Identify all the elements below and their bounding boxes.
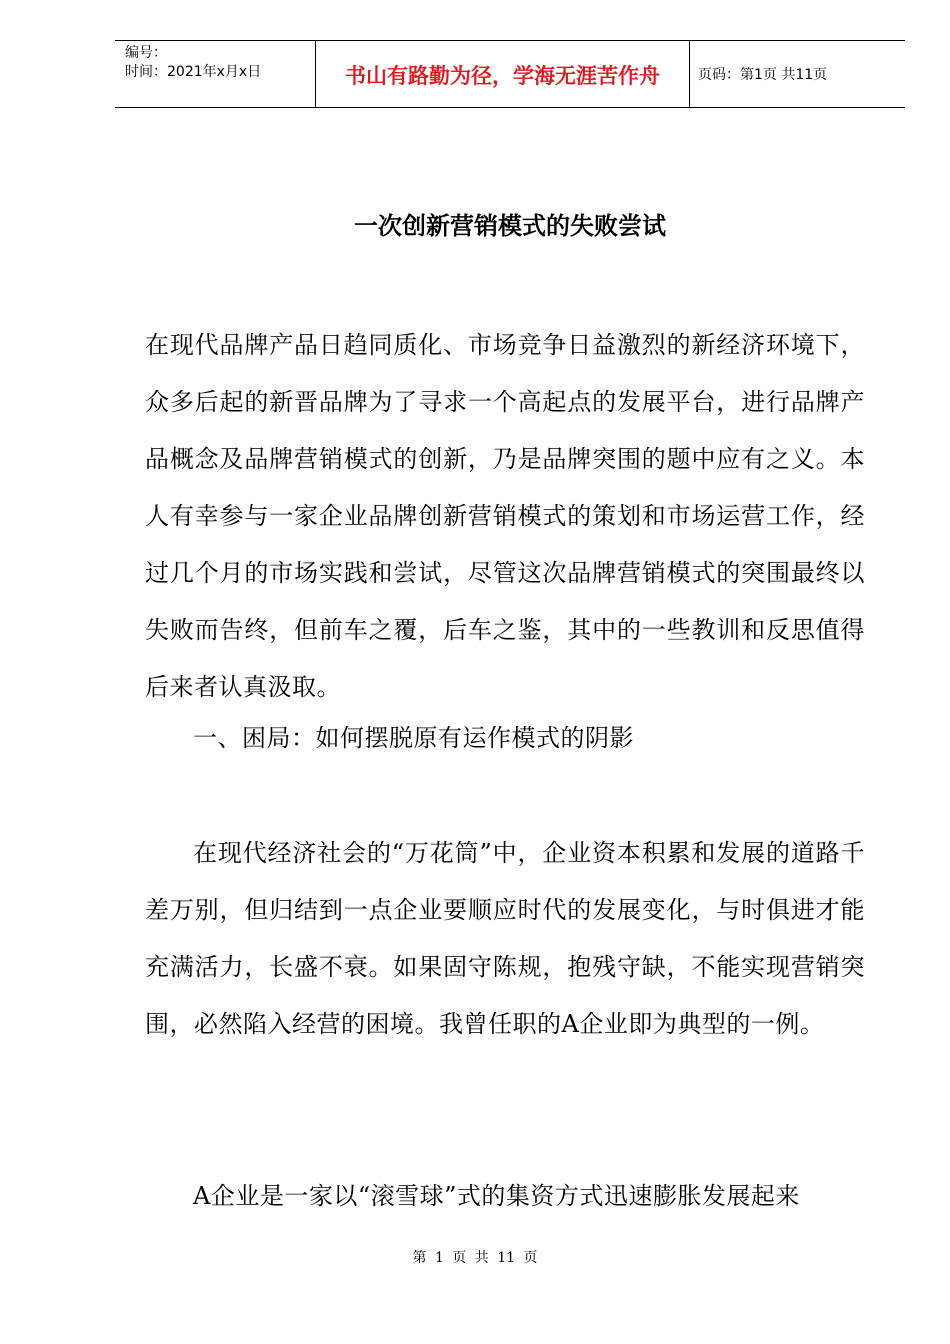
header-motto-cell: [316, 41, 690, 107]
header-meta-cell: [115, 41, 316, 107]
serial-number-label: 编号：: [125, 45, 167, 61]
time-label: 时间：2021年x月x日: [125, 64, 262, 80]
page-header: [115, 40, 905, 108]
header-page-info: 页码：第1页 共11页: [698, 67, 828, 83]
paragraph-body: 在现代经济社会的“万花筒”中，企业资本积累和发展的道路千差万别，但归结到一点企业要顺应时代的发展变化，与时俱进才能充满活力，长盛不衰。如果固守陈规，抱残守缺，不能实现营销突围，必然陷入经营的困境。我曾任职的A企业即为典型的一例。: [145, 839, 865, 1038]
header-page-cell: [690, 41, 905, 107]
section-heading: 一、困局：如何摆脱原有运作模式的阴影: [193, 724, 634, 752]
document-title: 一次创新营销模式的失败尝试: [354, 211, 666, 240]
paragraph-intro: 在现代品牌产品日趋同质化、市场竞争日益激烈的新经济环境下，众多后起的新晋品牌为了寻求一个高起点的发展平台，进行品牌产品概念及品牌营销模式的创新，乃是品牌突围的题中应有之义。本人有幸参与一家企业品牌创新营销模式的策划和市场运营工作，经过几个月的市场实践和尝试，尽管这次品牌营销模式的突围最终以失败而告终，但前车之覆，后车之鉴，其中的一些教训和反思值得后来者认真汲取。: [145, 331, 865, 701]
paragraph-body-continued: A企业是一家以“滚雪球”式的集资方式迅速膨胀发展起来: [193, 1182, 800, 1210]
header-motto: 书山有路勤为径，学海无涯苦作舟: [345, 64, 660, 88]
page-footer: 第 1 页 共 11 页: [412, 1250, 538, 1266]
